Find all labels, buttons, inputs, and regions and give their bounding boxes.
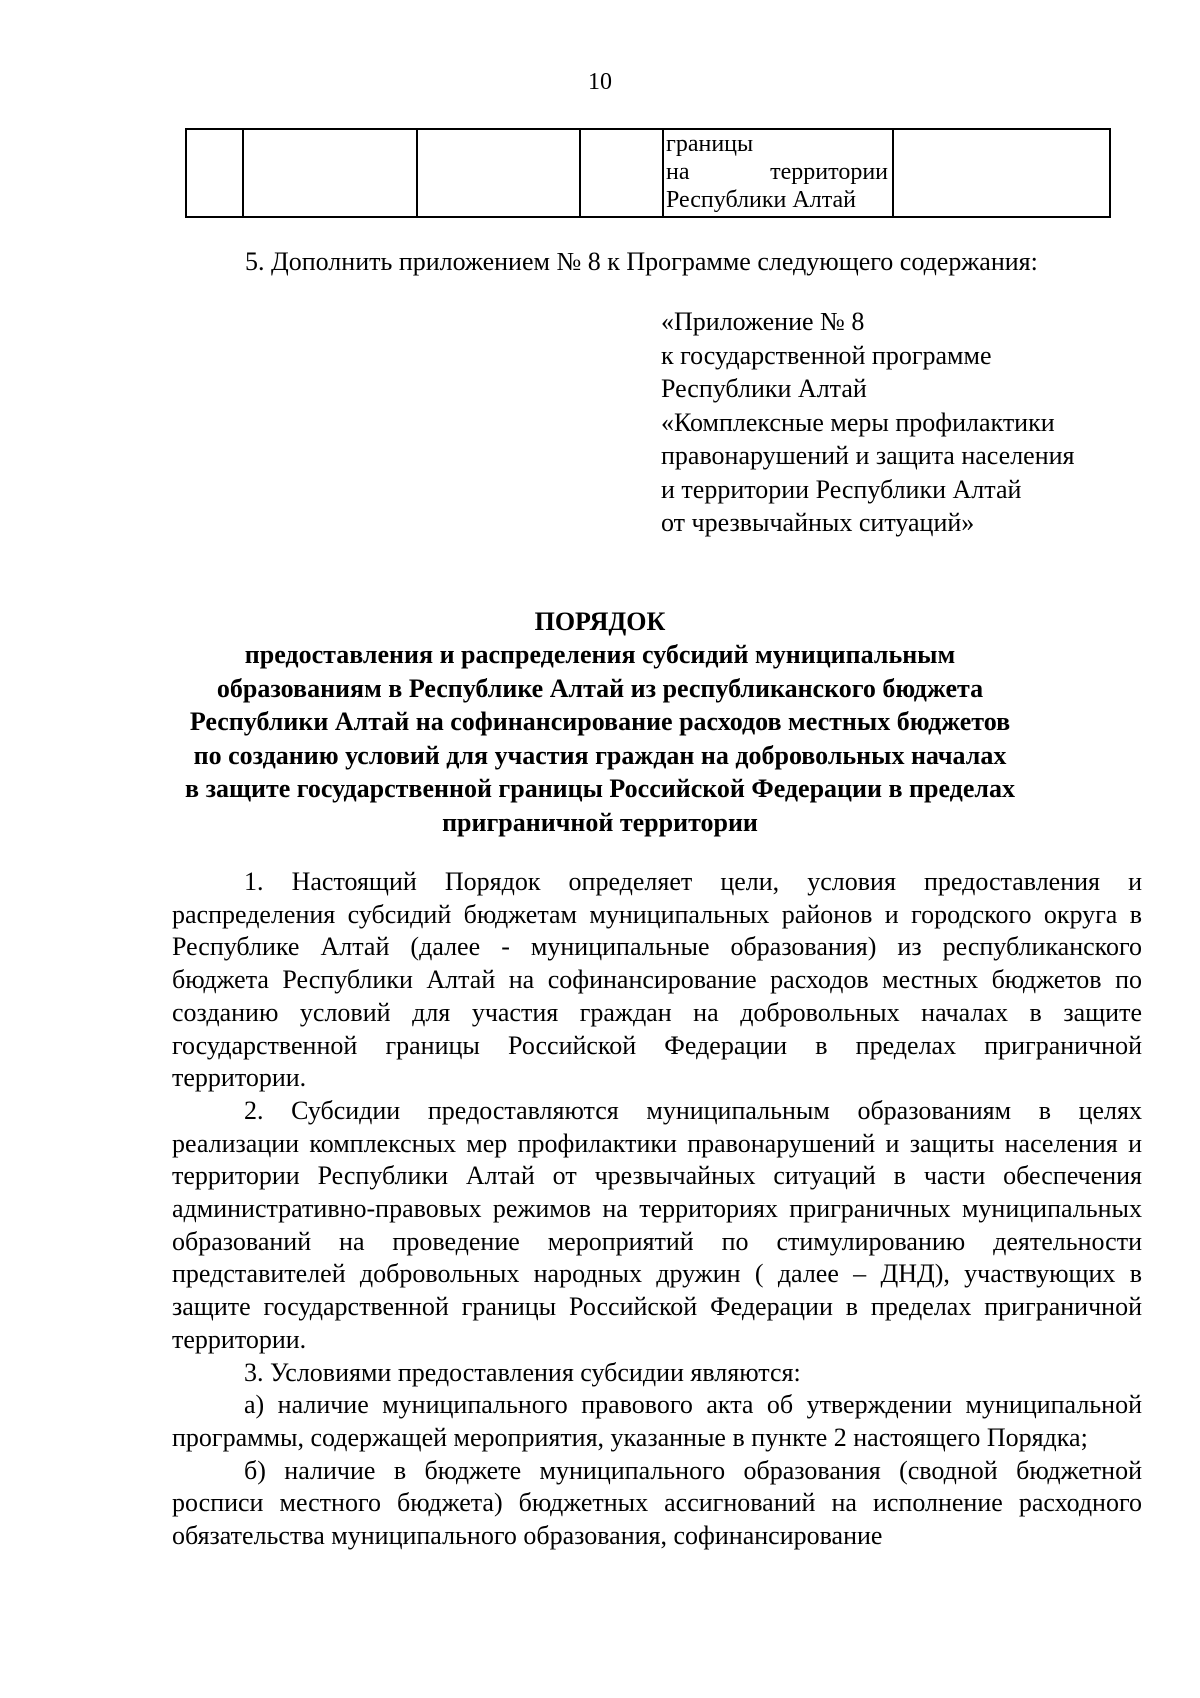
item-5-text: 5. Дополнить приложением № 8 к Программе следующего содержания: <box>245 247 1038 276</box>
table-row <box>186 129 1110 217</box>
table-cell-3 <box>417 129 580 217</box>
table-cell-4 <box>580 129 663 217</box>
table-cell-1 <box>186 129 243 217</box>
paragraph-2: 2. Субсидии предоставляются муниципальным образованиям в целях реализации комплексных мер профилактики правонарушений и защиты населения и территории Республики Алтай от чрезвычайных ситуаций в части обеспечения административно-правовых режимов на территориях приграничных муниципальных образований на проведение мероприятий по стимулированию деятельности представителей добровольных народных дружин ( далее – ДНД), участвующих в защите государственной границы Российской Федерации в пределах приграничной территории. <box>172 1095 1142 1354</box>
subtitle-line: предоставления и распределения субсидий муниципальным <box>244 640 956 669</box>
appendix-header <box>661 305 1075 540</box>
appendix-line: и территории Республики Алтай <box>661 474 1022 504</box>
appendix-line: к государственной программе <box>661 340 992 370</box>
subtitle-line: приграничной территории <box>442 807 758 837</box>
subtitle-line: в защите государственной границы Российской Федерации в пределах <box>185 774 1015 803</box>
order-subtitle <box>0 638 1200 839</box>
appendix-line: правонарушений и защита населения <box>661 441 1075 470</box>
table-cell-6 <box>893 129 1110 217</box>
continued-table <box>185 128 1111 218</box>
paragraph-3a: а) наличие муниципального правового акта об утверждении муниципальной программы, содержащей мероприятия, указанные в пункте 2 настоящего Порядка; <box>172 1390 1142 1452</box>
table-cell-5 <box>663 129 893 217</box>
paragraph-1: 1. Настоящий Порядок определяет цели, условия предоставления и распределения субсидий бюджетам муниципальных районов и городского округа в Республике Алтай (далее - муниципальные образования) из республиканского бюджета Республики Алтай на софинансирование расходов местных бюджетов по созданию условий для участия граждан на добровольных началах в защите государственной границы Российской Федерации в пределах приграничной территории. <box>172 867 1142 1093</box>
table-text-line: Республики Алтай <box>666 187 856 213</box>
table-cell-2 <box>243 129 417 217</box>
page-number: 10 <box>588 69 612 95</box>
appendix-line: «Приложение № 8 <box>661 307 865 336</box>
order-title: ПОРЯДОК <box>534 607 666 636</box>
paragraph-3: 3. Условиями предоставления субсидии являются: <box>244 1357 801 1387</box>
table-text-word: на <box>666 159 690 185</box>
subtitle-line: образованиям в Республике Алтай из республиканского бюджета <box>216 673 984 703</box>
body-text <box>172 866 1142 1553</box>
table-text-line: границы <box>666 131 754 157</box>
subtitle-line: по созданию условий для участия граждан на добровольных началах <box>193 740 1007 770</box>
table-text-word: территории <box>770 159 888 185</box>
appendix-line: «Комплексные меры профилактики <box>661 407 1055 437</box>
appendix-line: Республики Алтай <box>661 374 867 403</box>
subtitle-line: Республики Алтай на софинансирование расходов местных бюджетов <box>189 707 1011 736</box>
appendix-line: от чрезвычайных ситуаций» <box>661 508 975 537</box>
paragraph-3b: б) наличие в бюджете муниципального образования (сводной бюджетной росписи местного бюджета) бюджетных ассигнований на исполнение расходного обязательства муниципального образования, софинансирование <box>172 1455 1142 1551</box>
